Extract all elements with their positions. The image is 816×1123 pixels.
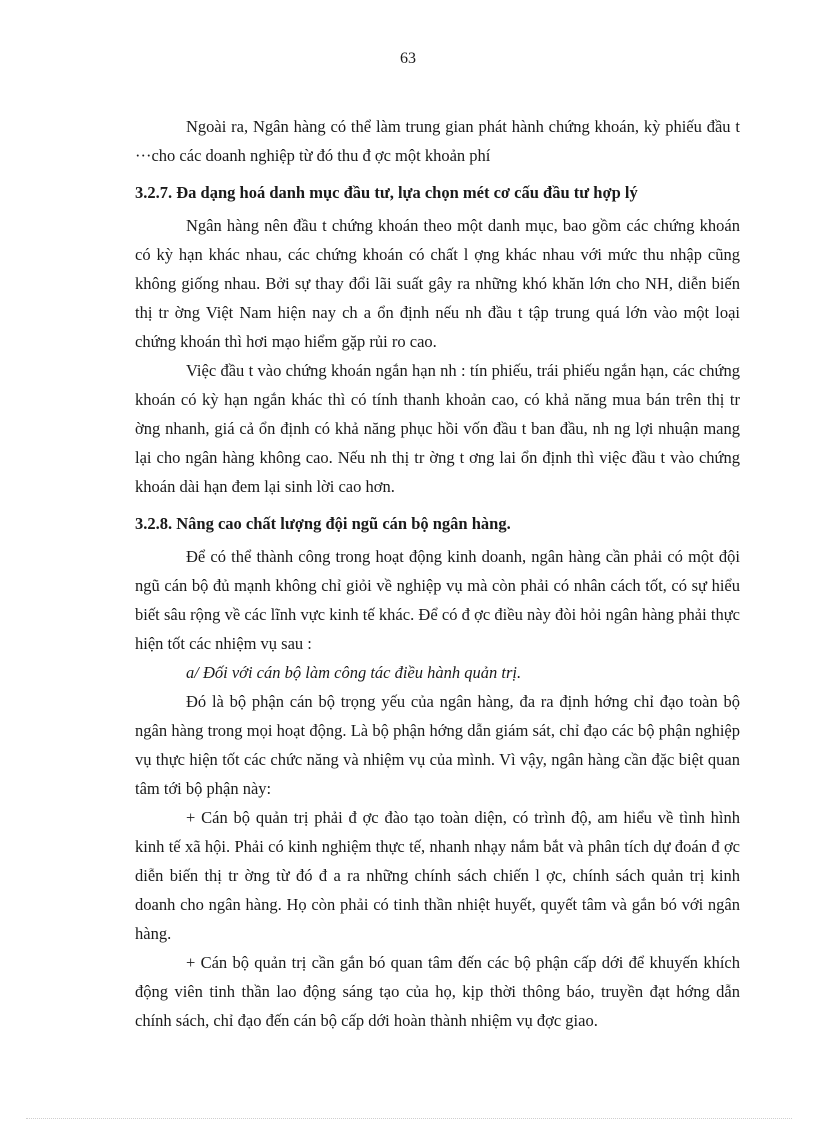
paragraph-staff-quality: Để có thể thành công trong hoạt động kinh doanh, ngân hàng cần phải có một đội ngũ cán bộ đủ mạnh không chỉ giỏi về nghiệp vụ mà còn phải có nhân cách tốt, có sự hiểu biết sâu rộng về các lĩnh vực kinh tế khác. Để có đ ợc điều này đòi hỏi ngân hàng phải thực hiện tốt các nhiệm vụ sau : <box>135 547 740 653</box>
paragraph-management-role: Đó là bộ phận cán bộ trọng yếu của ngân hàng, đa ra định hớng chỉ đạo toàn bộ ngân hàng trong mọi hoạt động. Là bộ phận hớng dẫn giám sát, chỉ đạo các bộ phận nghiệp vụ thực hiện tốt các chức năng và nhiệm vụ của mình. Vì vậy, ngân hàng cần đặc biệt quan tâm tới bộ phận này: <box>135 692 740 798</box>
section-heading-3-2-7: 3.2.7. Đa dạng hoá danh mục đầu tư, lựa chọn mét cơ cấu đầu tư hợp lý <box>135 183 638 202</box>
subheading-management-staff: a/ Đối với cán bộ làm công tác điều hành quản trị. <box>186 663 522 682</box>
footer-divider <box>26 1118 792 1119</box>
paragraph-portfolio: Ngân hàng nên đầu t chứng khoán theo một danh mục, bao gồm các chứng khoán có kỳ hạn khác nhau, các chứng khoán có chất l ợng khác nhau với mức thu nhập cũng không giống nhau. Bởi sự thay đổi lãi suất gây ra những khó khăn lớn cho NH, diễn biến thị tr ờng Việt Nam hiện nay ch a ổn định nếu nh đầu t tập trung quá lớn vào một loại chứng khoán thì hơi mạo hiểm gặp rủi ro cao. <box>135 216 740 351</box>
section-heading-3-2-8: 3.2.8. Nâng cao chất lượng đội ngũ cán bộ ngân hàng. <box>135 514 511 533</box>
page-number: 63 <box>400 50 416 67</box>
paragraph-short-term-investment: Việc đầu t vào chứng khoán ngắn hạn nh : tín phiếu, trái phiếu ngắn hạn, các chứng khoán có kỳ hạn ngắn khác thì có tính thanh khoản cao, có khả năng mua bán trên thị tr ờng nhanh, giá cả ổn định có khả năng phục hồi vốn đầu t ban đầu, nh ng lợi nhuận mang lại cho ngân hàng không cao. Nếu nh thị tr ờng t ơng lai ổn định thì việc đầu t vào chứng khoán dài hạn đem lại sinh lời cao hơn. <box>135 361 740 496</box>
document-body <box>135 112 740 1035</box>
paragraph-intro: Ngoài ra, Ngân hàng có thể làm trung gian phát hành chứng khoán, kỳ phiếu đầu t ···cho các doanh nghiệp từ đó thu đ ợc một khoản phí <box>135 117 740 165</box>
paragraph-management-engagement: + Cán bộ quản trị cần gắn bó quan tâm đến các bộ phận cấp dới để khuyến khích động viên tinh thần lao động sáng tạo của họ, kịp thời thông báo, truyền đạt hớng dẫn chính sách, chỉ đạo đến cán bộ cấp dới hoàn thành nhiệm vụ đợc giao. <box>135 953 740 1030</box>
paragraph-management-training: + Cán bộ quản trị phải đ ợc đào tạo toàn diện, có trình độ, am hiểu về tình hình kinh tế xã hội. Phải có kinh nghiệm thực tế, nhanh nhạy nắm bắt và phân tích dự đoán đ ợc diễn biến thị tr ờng từ đó đ a ra những chính sách chiến l ợc, chính sách quản trị kinh doanh cho ngân hàng. Họ còn phải có tinh thần nhiệt huyết, quyết tâm và gắn bó với ngân hàng. <box>135 808 740 943</box>
